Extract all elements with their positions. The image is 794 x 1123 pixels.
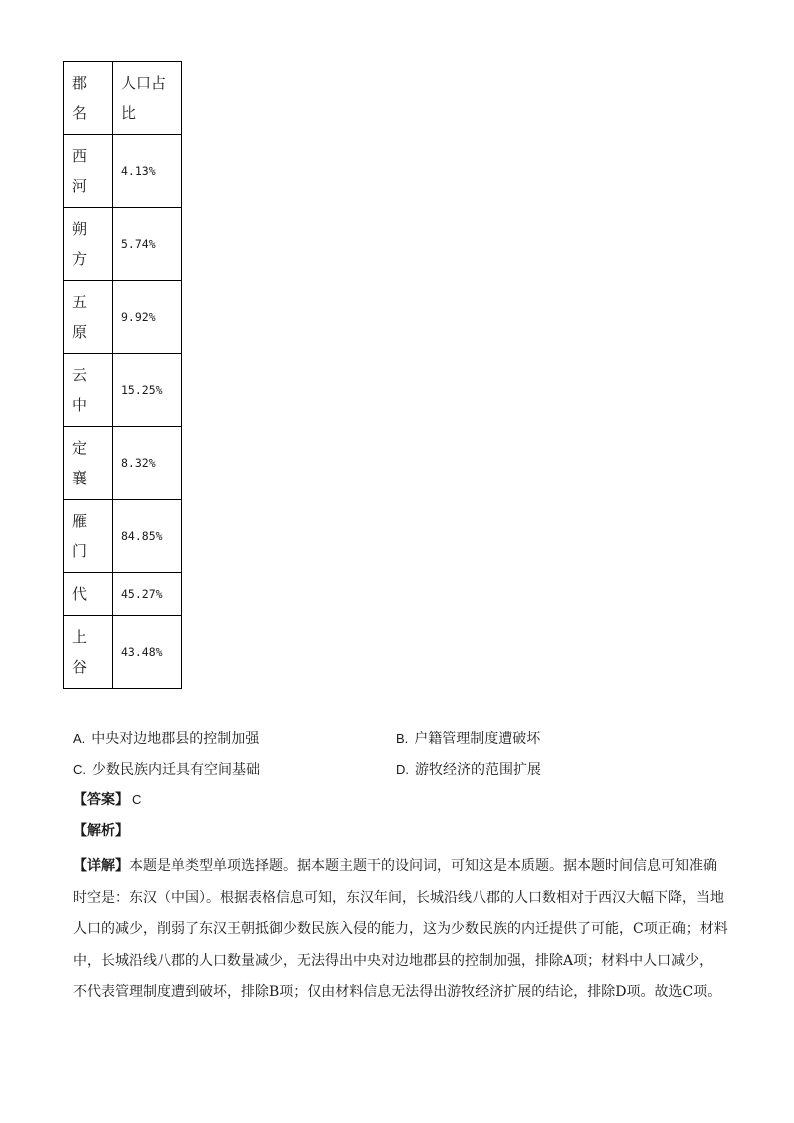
commandery-name-char: 河 <box>72 177 88 195</box>
analysis-label: 【解析】 <box>73 823 129 839</box>
explanation-line <box>73 851 733 883</box>
table-row <box>64 281 182 354</box>
commandery-name-cell <box>64 354 113 427</box>
commandery-name-char: 西 <box>72 147 88 165</box>
option-text: 少数民族内迁具有空间基础 <box>92 762 260 778</box>
options-row <box>73 759 733 790</box>
detail-tag: 【详解】 <box>73 858 129 874</box>
commandery-name-char: 方 <box>72 250 88 268</box>
table-row <box>64 616 182 689</box>
commandery-name-char: 云 <box>72 366 88 384</box>
option-text: 游牧经济的范围扩展 <box>415 762 541 778</box>
table-row <box>64 208 182 281</box>
option-d <box>396 759 541 781</box>
commandery-name-cell <box>64 500 113 573</box>
population-share-cell: 15.25% <box>113 354 182 427</box>
commandery-name-char: 襄 <box>72 469 88 487</box>
population-share-cell: 8.32% <box>113 427 182 500</box>
option-text: 中央对边地郡县的控制加强 <box>91 731 260 747</box>
option-letter: B. <box>396 731 409 746</box>
answer-label: 【答案】 <box>73 792 129 808</box>
table-row <box>64 135 182 208</box>
population-share-cell: 5.74% <box>113 208 182 281</box>
commandery-name-char: 原 <box>72 323 88 341</box>
population-share-cell: 4.13% <box>113 135 182 208</box>
explanation-line: 不代表管理制度遭到破坏，排除B项；仅由材料信息无法得出游牧经济扩展的结论，排除D项。故选C项。 <box>73 984 722 1000</box>
table-row <box>64 427 182 500</box>
explanation-line: 中，长城沿线八郡的人口数量减少，无法得出中央对边地郡县的控制加强，排除A项；材料中人口减少， <box>73 952 714 969</box>
options-row <box>73 728 733 759</box>
option-letter: D. <box>396 762 409 777</box>
population-share-cell: 45.27% <box>113 573 182 616</box>
explanation-line: 人口的减少，削弱了东汉王朝抵御少数民族入侵的能力，这为少数民族的内迁提供了可能，C项正确；材料 <box>73 921 728 937</box>
option-letter: C. <box>73 762 86 777</box>
answer-value: C <box>132 792 142 807</box>
commandery-name-cell <box>64 616 113 689</box>
population-share-cell: 84.85% <box>113 500 182 573</box>
commandery-name-cell <box>64 281 113 354</box>
header-name-char: 名 <box>72 104 88 122</box>
commandery-name-char: 定 <box>72 439 88 457</box>
header-name-cell <box>64 62 113 135</box>
commandery-name-char: 朔 <box>72 220 88 238</box>
explanation-line: 时空是：东汉（中国）。根据表格信息可知，东汉年间，长城沿线八郡的人口数相对于西汉大幅下降，当地 <box>73 889 724 906</box>
option-a <box>73 728 259 750</box>
header-value-char: 比 <box>121 104 137 122</box>
commandery-name-cell <box>64 135 113 208</box>
commandery-name-char: 五 <box>72 293 88 311</box>
header-value-cell <box>113 62 182 135</box>
commandery-name-char: 谷 <box>72 658 88 676</box>
commandery-name-cell <box>64 208 113 281</box>
commandery-name-char: 代 <box>72 585 88 603</box>
table-row <box>64 354 182 427</box>
commandery-name-cell <box>64 573 113 616</box>
commandery-name-cell <box>64 427 113 500</box>
table-row <box>64 573 182 616</box>
header-name-char: 郡 <box>72 74 88 92</box>
population-share-cell: 9.92% <box>113 281 182 354</box>
commandery-name-char: 门 <box>72 542 88 560</box>
commandery-name-char: 中 <box>72 396 88 414</box>
answer-line <box>73 789 141 811</box>
option-c <box>73 759 260 781</box>
detailed-explanation <box>73 851 733 1009</box>
answer-options <box>73 728 733 790</box>
explanation-text: 本题是单类型单项选择题。据本题主题干的设问词，可知这是本质题。据本题时间信息可知准确 <box>129 858 717 874</box>
option-text: 户籍管理制度遭破坏 <box>414 731 541 747</box>
option-letter: A. <box>73 731 86 746</box>
table-header-row <box>64 62 182 135</box>
header-value-char: 人口占 <box>121 74 167 92</box>
table-row <box>64 500 182 573</box>
commandery-name-char: 雁 <box>72 512 88 530</box>
population-table <box>63 61 182 689</box>
population-share-cell: 43.48% <box>113 616 182 689</box>
commandery-name-char: 上 <box>72 628 88 646</box>
option-b <box>396 728 540 750</box>
